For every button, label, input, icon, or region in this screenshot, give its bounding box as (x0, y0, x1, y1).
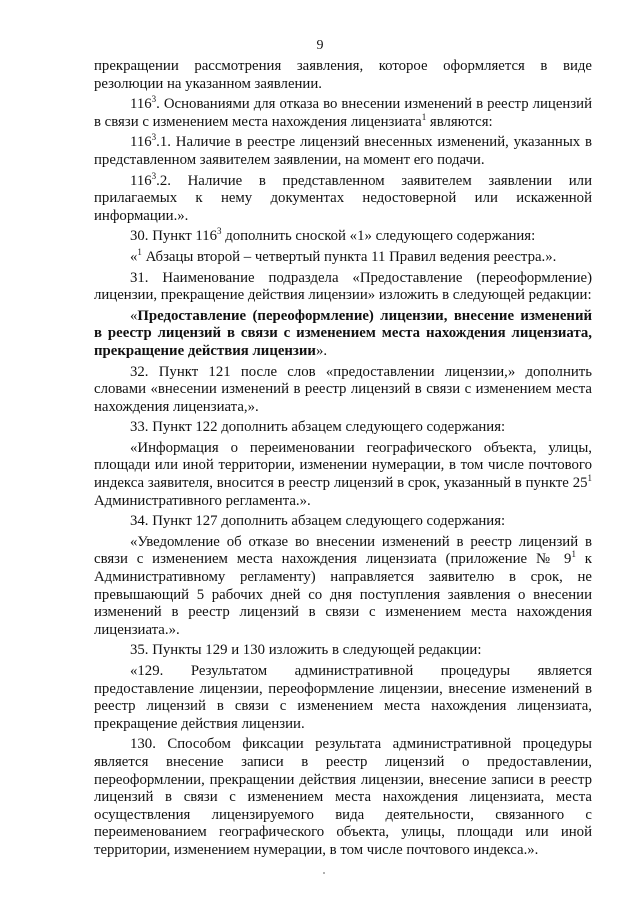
paragraph-p12 (94, 513, 592, 531)
paragraph-p15 (94, 663, 592, 733)
paragraph-p16 (94, 736, 592, 859)
paragraph-p7 (94, 270, 592, 305)
paragraph-p1 (94, 58, 592, 93)
paragraph-text: «Информация о переименовании географического объекта, улицы, площади или иной территории, изменении нумерации, в том числе почтового индекса заявителя, вносится в реестр лицензий в срок, указанный в пункте 25 (94, 439, 592, 492)
paragraph-p4 (94, 170, 592, 226)
paragraph-text: 33. Пункт 122 дополнить абзацем следующего содержания: (130, 419, 506, 436)
paragraph-text: . Основаниями для отказа во внесении изменений в реестр лицензий в связи с изменением места нахождения лицензиата (94, 96, 592, 130)
paragraph-text: являются: (426, 113, 493, 130)
paragraph-p3 (94, 134, 592, 169)
paragraph-text: 30. Пункт 116 (130, 228, 218, 245)
paragraph-p2 (94, 96, 592, 131)
paragraph-p13 (94, 534, 592, 640)
paragraph-text: .2. Наличие в представленном заявителем заявлении или прилагаемых к нему документах недостоверной или искаженной информации.». (94, 172, 592, 224)
paragraph-text: ». (315, 342, 328, 359)
paragraph-text: « (130, 307, 138, 324)
paragraph-p6 (94, 246, 592, 267)
superscript: 1 (587, 473, 592, 484)
paragraph-text: 116 (130, 172, 152, 189)
paragraph-p11 (94, 440, 592, 510)
document-body (94, 58, 592, 860)
superscript: 3 (217, 226, 222, 237)
paragraph-text: Административного регламента.». (94, 492, 311, 509)
paragraph-p14 (94, 642, 592, 660)
scan-speck (323, 872, 325, 874)
paragraph-text: 116 (130, 134, 152, 151)
page-number: 9 (316, 38, 324, 53)
paragraph-text: 116 (130, 96, 152, 113)
superscript: 1 (137, 246, 142, 257)
paragraph-p9 (94, 364, 592, 417)
paragraph-text: .1. Наличие в реестре лицензий внесенных изменений, указанных в представленном заявителем заявлении, на момент его подачи. (94, 134, 592, 168)
paragraph-p5 (94, 228, 592, 246)
paragraph-text: прекращении рассмотрения заявления, которое оформляется в виде резолюции на указанном заявлении. (94, 58, 592, 92)
paragraph-text: 34. Пункт 127 дополнить абзацем следующего содержания: (130, 513, 506, 530)
paragraph-text: 32. Пункт 121 после слов «предоставлении лицензии,» дополнить словами «внесении изменений в реестр лицензий в связи с изменением места нахождения лицензиата,». (94, 363, 592, 415)
superscript: 1 (571, 549, 576, 560)
paragraph-p8 (94, 308, 592, 361)
superscript: 1 (421, 111, 427, 122)
bold-heading-text: Предоставление (переоформление) лицензии, внесение изменений в реестр лицензий в связи с изменением места нахождения лицензиата, прекращение действия лицензии (94, 307, 592, 359)
paragraph-p10 (94, 419, 592, 437)
paragraph-text: « (130, 248, 138, 265)
paragraph-text: «129. Результатом административной процедуры является предоставление лицензии, переоформление лицензии, внесение изменений в реестр лицензий в связи с изменением места нахождения лицензиата, прекращение действия лицензии. (94, 663, 592, 732)
paragraph-text: дополнить сноской «1» следующего содержания: (221, 228, 536, 245)
superscript: 3 (151, 170, 157, 181)
paragraph-text: «Уведомление об отказе во внесении изменений в реестр лицензий в связи с изменением места нахождения лицензиата (приложение № 9 (94, 533, 592, 568)
paragraph-text: 130. Способом фиксации результата административной процедуры является внесение записи в реестр лицензий о предоставлении, переоформлении, прекращении действия лицензии, внесение записи в реестр лицензий в связи с изменением места нахождения лицензиата, места осуществления лицензируемого вида деятельности, связанного с переименованием географического объекта, улицы, площади или иной территории, изменением нумерации, в том числе почтового индекса.». (94, 736, 592, 858)
paragraph-text: Абзацы второй – четвертый пункта 11 Правил ведения реестра.». (141, 248, 557, 265)
paragraph-text: 35. Пункты 129 и 130 изложить в следующей редакции: (130, 642, 482, 659)
paragraph-text: к Административному регламенту) направляется заявителю в срок, не превышающий 5 рабочих дней со дня поступления заявления о внесении изменений в реестр лицензий в связи с изменением места нахождения лицензиата.». (94, 551, 592, 638)
superscript: 3 (151, 94, 157, 105)
superscript: 3 (151, 132, 157, 143)
paragraph-text: 31. Наименование подраздела «Предоставление (переоформление) лицензии, прекращение действия лицензии» изложить в следующей редакции: (94, 269, 592, 304)
